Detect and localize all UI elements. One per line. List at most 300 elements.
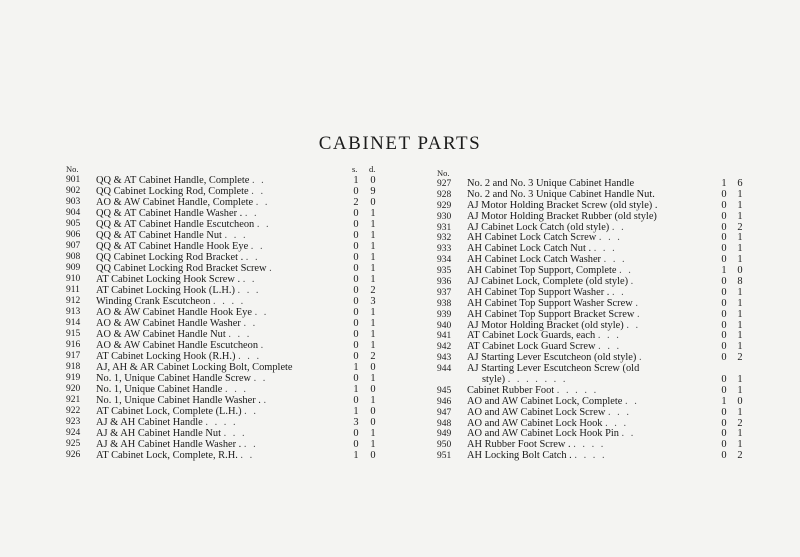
price-pence: 0 bbox=[370, 406, 376, 417]
part-number: 941 bbox=[437, 331, 452, 342]
part-row bbox=[66, 296, 376, 307]
part-description-text: AT Cabinet Locking Hook Screw . bbox=[96, 274, 241, 285]
part-number: 906 bbox=[66, 230, 81, 240]
price-shillings: 0 bbox=[721, 199, 727, 211]
price-shillings: 0 bbox=[721, 286, 727, 298]
part-number: 903 bbox=[66, 197, 81, 207]
part-row bbox=[66, 252, 376, 263]
part-number: 944 bbox=[437, 364, 452, 375]
price-shillings: 0 bbox=[353, 329, 359, 340]
part-description bbox=[96, 186, 265, 197]
leader-dots: . . bbox=[621, 428, 636, 440]
part-description-text: AO & AW Cabinet Handle Hook Eye bbox=[96, 307, 252, 318]
part-description-text: AJ Motor Holding Bracket (old style) bbox=[467, 319, 624, 331]
part-description-text: AH Cabinet Lock Catch Washer bbox=[467, 254, 602, 266]
price-shillings: 0 bbox=[721, 188, 727, 200]
part-description-text: No. 1, Unique Cabinet Handle Washer . bbox=[96, 395, 261, 406]
price-shillings: 0 bbox=[353, 439, 359, 450]
price-pence: 2 bbox=[737, 221, 743, 233]
part-number: 933 bbox=[437, 244, 452, 255]
price-pence: 1 bbox=[370, 395, 376, 406]
part-number: 924 bbox=[66, 428, 81, 438]
price-shillings: 0 bbox=[721, 417, 727, 429]
price-pence: 1 bbox=[370, 340, 376, 351]
leader-dots: . bbox=[269, 263, 274, 274]
part-description bbox=[96, 219, 271, 230]
part-number: 930 bbox=[437, 211, 452, 222]
leader-dots: . . . bbox=[224, 230, 248, 241]
price-shillings: 0 bbox=[353, 186, 359, 197]
price-pence: 1 bbox=[737, 286, 743, 298]
part-description-text: AH Locking Bolt Catch . bbox=[467, 450, 572, 462]
part-row bbox=[66, 307, 376, 318]
part-number: 919 bbox=[66, 373, 81, 383]
price-pence: 2 bbox=[737, 352, 743, 364]
part-description bbox=[96, 274, 257, 285]
part-row bbox=[66, 175, 376, 186]
part-number: 916 bbox=[66, 340, 81, 350]
leader-dots: . . bbox=[251, 186, 266, 197]
part-number: 938 bbox=[437, 298, 452, 309]
price-pence: 2 bbox=[737, 450, 743, 462]
part-description-text: AH Cabinet Top Support Washer Screw bbox=[467, 297, 633, 309]
part-number: 914 bbox=[66, 318, 81, 328]
price-shillings: 0 bbox=[721, 243, 727, 255]
part-description-text: AO & AW Cabinet Handle Washer bbox=[96, 318, 241, 329]
part-description-text: No. 1, Unique Cabinet Handle bbox=[96, 384, 223, 395]
part-number: 926 bbox=[66, 450, 81, 460]
price-shillings: 0 bbox=[721, 297, 727, 309]
price-shillings: 1 bbox=[353, 175, 359, 186]
price-pence: 1 bbox=[737, 210, 743, 222]
part-description bbox=[96, 285, 261, 296]
part-row bbox=[66, 186, 376, 197]
part-row bbox=[66, 263, 376, 274]
price-pence: 6 bbox=[737, 178, 743, 189]
price-pence: 0 bbox=[737, 265, 743, 277]
page-title: CABINET PARTS bbox=[318, 133, 482, 154]
price-pence: 1 bbox=[370, 307, 376, 318]
part-row bbox=[66, 208, 376, 219]
leader-dots: . . . bbox=[597, 330, 621, 342]
part-description bbox=[96, 340, 265, 351]
part-description bbox=[96, 428, 247, 439]
part-number: 920 bbox=[66, 384, 81, 394]
number-header: No. bbox=[437, 168, 450, 178]
price-pence: 0 bbox=[737, 395, 743, 407]
leader-dots: . bbox=[636, 308, 642, 320]
price-shillings: 0 bbox=[721, 210, 727, 222]
leader-dots: . . bbox=[625, 395, 639, 407]
price-shillings: 0 bbox=[353, 351, 359, 362]
part-row bbox=[66, 384, 376, 395]
part-description bbox=[96, 351, 261, 362]
part-description bbox=[96, 439, 258, 450]
part-number: 947 bbox=[437, 407, 452, 418]
leader-dots: . . . . bbox=[574, 450, 607, 462]
part-number: 901 bbox=[66, 175, 81, 185]
part-description-text: AT Cabinet Locking Hook (L.H.) bbox=[96, 285, 235, 296]
part-description-text: Cabinet Rubber Foot bbox=[467, 384, 555, 396]
price-shillings: 0 bbox=[353, 373, 359, 384]
part-description-text: AJ Motor Holding Bracket Screw (old style) . bbox=[467, 199, 658, 211]
part-row bbox=[66, 428, 376, 439]
part-row bbox=[66, 439, 376, 450]
right-rows bbox=[437, 179, 747, 462]
pence-header: d. bbox=[369, 164, 376, 174]
part-description-text: AO & AW Cabinet Handle, Complete bbox=[96, 197, 254, 208]
price-shillings: 1 bbox=[353, 450, 359, 461]
price-shillings: 0 bbox=[353, 230, 359, 241]
part-number: 949 bbox=[437, 429, 452, 440]
part-description bbox=[96, 175, 266, 186]
leader-dots: . . bbox=[626, 319, 641, 331]
price-pence: 1 bbox=[737, 232, 743, 244]
leader-dots: . . . . bbox=[213, 296, 246, 307]
part-number: 932 bbox=[437, 233, 452, 244]
part-description bbox=[96, 307, 268, 318]
left-rows bbox=[66, 175, 376, 461]
part-row bbox=[66, 230, 376, 241]
part-description-text: AJ & AH Cabinet Handle bbox=[96, 417, 203, 428]
part-description-text: QQ Cabinet Locking Rod Bracket Screw bbox=[96, 263, 267, 274]
part-number: 911 bbox=[66, 285, 80, 295]
part-number: 950 bbox=[437, 440, 452, 451]
part-description bbox=[96, 373, 267, 384]
part-number: 927 bbox=[437, 179, 452, 189]
part-description-text: QQ & AT Cabinet Handle Hook Eye bbox=[96, 241, 249, 252]
price-shillings: 0 bbox=[721, 439, 727, 451]
price-shillings: 0 bbox=[353, 340, 359, 351]
price-pence: 2 bbox=[737, 417, 743, 429]
leader-dots: . . . bbox=[225, 384, 249, 395]
price-pence: 1 bbox=[737, 439, 743, 451]
leader-dots: . . . . bbox=[573, 439, 606, 451]
part-number: 902 bbox=[66, 186, 81, 196]
leader-dots: . . . bbox=[223, 428, 247, 439]
price-shillings: 0 bbox=[353, 274, 359, 285]
part-number: 904 bbox=[66, 208, 81, 218]
price-shillings: 1 bbox=[353, 384, 359, 395]
price-pence: 0 bbox=[370, 197, 376, 208]
part-description bbox=[96, 362, 293, 373]
leader-dots: . . bbox=[253, 373, 268, 384]
part-number: 921 bbox=[66, 395, 81, 405]
price-pence: 1 bbox=[737, 254, 743, 266]
leader-dots: . . bbox=[251, 175, 266, 186]
part-description-text: AT Cabinet Lock Guard Screw bbox=[467, 341, 596, 353]
part-row bbox=[66, 450, 376, 461]
leader-dots: . . bbox=[256, 219, 271, 230]
leader-dots: . . bbox=[250, 241, 265, 252]
part-description bbox=[96, 296, 245, 307]
part-description bbox=[467, 451, 607, 462]
part-number: 931 bbox=[437, 222, 452, 233]
price-pence: 1 bbox=[370, 329, 376, 340]
part-number: 951 bbox=[437, 451, 452, 462]
part-description-text: AJ Motor Holding Bracket Rubber (old style) bbox=[467, 210, 657, 222]
price-pence: 1 bbox=[370, 274, 376, 285]
leader-dots: . . . . bbox=[205, 417, 238, 428]
price-pence: 1 bbox=[737, 297, 743, 309]
part-row bbox=[66, 274, 376, 285]
part-number: 915 bbox=[66, 329, 81, 339]
price-shillings: 1 bbox=[353, 362, 359, 373]
price-pence: 8 bbox=[737, 276, 743, 288]
price-shillings: 0 bbox=[353, 307, 359, 318]
part-description bbox=[96, 263, 274, 274]
part-description-text: AH Cabinet Lock Catch Nut . bbox=[467, 243, 592, 255]
price-shillings: 0 bbox=[353, 285, 359, 296]
price-shillings: 0 bbox=[721, 221, 727, 233]
part-description-text: AO & AW Cabinet Handle Nut bbox=[96, 329, 226, 340]
leader-dots: . . . bbox=[238, 351, 262, 362]
part-description-text: Winding Crank Escutcheon bbox=[96, 296, 211, 307]
price-shillings: 0 bbox=[721, 254, 727, 266]
leader-dots: . . bbox=[244, 208, 259, 219]
part-number: 935 bbox=[437, 266, 452, 277]
price-pence: 1 bbox=[370, 439, 376, 450]
leader-dots: . . bbox=[619, 265, 633, 277]
part-description-text: AH Rubber Foot Screw . bbox=[467, 439, 571, 451]
price-shillings: 0 bbox=[353, 263, 359, 274]
price-shillings: 1 bbox=[353, 406, 359, 417]
part-description-text: AJ Starting Lever Escutcheon (old style) bbox=[467, 352, 637, 364]
part-description bbox=[96, 208, 259, 219]
price-shillings: 0 bbox=[353, 395, 359, 406]
price-shillings: 1 bbox=[721, 395, 727, 407]
part-row bbox=[66, 351, 376, 362]
leader-dots: . . . bbox=[228, 329, 252, 340]
price-shillings: 0 bbox=[721, 406, 727, 418]
part-description-text: AO & AW Cabinet Handle Escutcheon bbox=[96, 340, 259, 351]
leader-dots: . . . bbox=[593, 243, 617, 255]
price-shillings: 0 bbox=[353, 252, 359, 263]
price-shillings: 0 bbox=[721, 308, 727, 320]
part-description bbox=[96, 417, 238, 428]
part-number: 907 bbox=[66, 241, 81, 251]
part-number: 918 bbox=[66, 362, 81, 372]
part-number: 946 bbox=[437, 396, 452, 407]
part-number: 940 bbox=[437, 320, 452, 331]
part-description-text: AT Cabinet Lock Guards, each bbox=[467, 330, 596, 342]
part-row bbox=[66, 417, 376, 428]
leader-dots: . . . bbox=[598, 232, 622, 244]
price-pence: 0 bbox=[370, 417, 376, 428]
part-number: 928 bbox=[437, 189, 452, 200]
price-shillings: 0 bbox=[721, 352, 727, 364]
leader-dots: . . . bbox=[237, 285, 261, 296]
price-shillings: 0 bbox=[721, 450, 727, 462]
price-shillings: 0 bbox=[721, 276, 727, 288]
part-row bbox=[66, 340, 376, 351]
part-description-text: No. 2 and No. 3 Unique Cabinet Handle Nut. bbox=[467, 188, 655, 200]
part-description-text: QQ Cabinet Locking Rod Bracket . bbox=[96, 252, 244, 263]
price-pence: 1 bbox=[737, 406, 743, 418]
part-number: 943 bbox=[437, 353, 452, 364]
price-pence: 1 bbox=[370, 208, 376, 219]
price-shillings: 0 bbox=[721, 384, 727, 396]
part-description-text: AJ & AH Cabinet Handle Washer . bbox=[96, 439, 242, 450]
part-description-text: style) bbox=[482, 374, 506, 386]
price-pence: 1 bbox=[737, 188, 743, 200]
part-description bbox=[96, 230, 248, 241]
price-shillings: 1 bbox=[721, 178, 727, 189]
leader-dots: . . . bbox=[607, 406, 631, 418]
leader-dots: . . bbox=[243, 439, 258, 450]
price-pence: 0 bbox=[370, 450, 376, 461]
price-shillings: 0 bbox=[353, 208, 359, 219]
part-number: 936 bbox=[437, 277, 452, 288]
part-number: 945 bbox=[437, 385, 452, 396]
part-number: 909 bbox=[66, 263, 81, 273]
part-description-text: AT Cabinet Locking Hook (R.H.) bbox=[96, 351, 236, 362]
part-description-text: AJ Cabinet Lock, Complete (old style) bbox=[467, 276, 629, 288]
part-row bbox=[66, 285, 376, 296]
part-number: 917 bbox=[66, 351, 81, 361]
part-number: 948 bbox=[437, 418, 452, 429]
price-shillings: 0 bbox=[353, 318, 359, 329]
part-row bbox=[66, 241, 376, 252]
part-description-text: AO and AW Cabinet Lock Hook bbox=[467, 417, 603, 429]
price-shillings: 0 bbox=[353, 241, 359, 252]
price-shillings: 0 bbox=[721, 330, 727, 342]
price-shillings: 0 bbox=[353, 219, 359, 230]
leader-dots: . . . . . bbox=[556, 384, 599, 396]
price-pence: 1 bbox=[737, 199, 743, 211]
part-description-text: AH Cabinet Lock Catch Screw bbox=[467, 232, 597, 244]
leader-dots: . . . . . . . bbox=[507, 374, 568, 386]
price-shillings: 0 bbox=[721, 319, 727, 331]
part-row bbox=[66, 406, 376, 417]
part-description bbox=[96, 384, 248, 395]
leader-dots: . . . bbox=[603, 254, 627, 266]
leader-dots: . . . bbox=[598, 341, 622, 353]
price-pence: 1 bbox=[737, 319, 743, 331]
price-pence: 2 bbox=[370, 351, 376, 362]
part-number: 942 bbox=[437, 342, 452, 353]
price-pence: 0 bbox=[370, 175, 376, 186]
part-number: 939 bbox=[437, 309, 452, 320]
part-row bbox=[66, 197, 376, 208]
price-pence: 0 bbox=[370, 362, 376, 373]
leader-dots: . bbox=[263, 395, 269, 406]
part-row bbox=[437, 451, 747, 462]
leader-dots: . . bbox=[242, 274, 257, 285]
part-description-text: AT Cabinet Lock, Complete (L.H.) bbox=[96, 406, 242, 417]
part-number: 912 bbox=[66, 296, 81, 306]
leader-dots: . . bbox=[240, 450, 255, 461]
leader-dots: . bbox=[260, 340, 266, 351]
price-pence: 1 bbox=[737, 428, 743, 440]
part-description bbox=[96, 329, 251, 340]
price-pence: 1 bbox=[370, 318, 376, 329]
part-number: 910 bbox=[66, 274, 81, 284]
part-number: 913 bbox=[66, 307, 81, 317]
part-description-text: No. 2 and No. 3 Unique Cabinet Handle bbox=[467, 178, 635, 189]
price-pence: 1 bbox=[737, 374, 743, 386]
price-pence: 1 bbox=[737, 243, 743, 255]
part-row bbox=[66, 318, 376, 329]
part-description-text: AO and AW Cabinet Lock, Complete bbox=[467, 395, 623, 407]
price-pence: 2 bbox=[370, 285, 376, 296]
leader-dots: . . bbox=[245, 252, 260, 263]
price-shillings: 0 bbox=[721, 374, 727, 386]
price-pence: 1 bbox=[370, 230, 376, 241]
part-description-text: AH Cabinet Top Support Bracket Screw bbox=[467, 308, 635, 320]
leader-dots: . . bbox=[244, 406, 258, 417]
part-description-text: QQ & AT Cabinet Handle Escutcheon bbox=[96, 219, 255, 230]
price-pence: 0 bbox=[370, 384, 376, 395]
leader-dots: . . . bbox=[605, 417, 629, 429]
parts-list-right bbox=[437, 168, 747, 462]
part-number: 908 bbox=[66, 252, 81, 262]
price-shillings: 0 bbox=[721, 232, 727, 244]
part-row bbox=[66, 373, 376, 384]
part-description bbox=[96, 406, 258, 417]
price-shillings: 0 bbox=[721, 428, 727, 440]
part-description bbox=[96, 395, 268, 406]
part-number: 929 bbox=[437, 200, 452, 211]
part-description-text: QQ Cabinet Locking Rod, Complete bbox=[96, 186, 249, 197]
part-description bbox=[96, 241, 265, 252]
leader-dots: . . bbox=[611, 221, 626, 233]
part-description-text: No. 1, Unique Cabinet Handle Screw bbox=[96, 373, 251, 384]
leader-dots: . . bbox=[611, 286, 626, 298]
number-header: No. bbox=[66, 164, 79, 174]
shillings-header: s. bbox=[352, 164, 358, 174]
part-description bbox=[96, 318, 257, 329]
parts-list-left bbox=[66, 164, 376, 461]
part-description bbox=[96, 252, 260, 263]
leader-dots: . . bbox=[254, 307, 269, 318]
leader-dots: . bbox=[630, 276, 636, 288]
part-description-text: AT Cabinet Lock, Complete, R.H. bbox=[96, 450, 238, 461]
part-description-text: AO and AW Cabinet Lock Hook Pin bbox=[467, 428, 619, 440]
part-description bbox=[96, 197, 270, 208]
leader-dots: . bbox=[635, 297, 640, 309]
part-description-text: AJ Cabinet Lock Catch (old style) bbox=[467, 221, 610, 233]
price-shillings: 3 bbox=[353, 417, 359, 428]
left-column-header bbox=[66, 164, 376, 175]
part-description-text: AJ & AH Cabinet Handle Nut bbox=[96, 428, 221, 439]
part-row bbox=[66, 219, 376, 230]
price-pence: 1 bbox=[737, 384, 743, 396]
part-row bbox=[66, 329, 376, 340]
part-description-text: QQ & AT Cabinet Handle, Complete bbox=[96, 175, 250, 186]
price-pence: 1 bbox=[370, 252, 376, 263]
part-description-text: QQ & AT Cabinet Handle Washer . bbox=[96, 208, 243, 219]
part-number: 934 bbox=[437, 255, 452, 266]
part-number: 905 bbox=[66, 219, 81, 229]
part-row bbox=[66, 362, 376, 373]
price-shillings: 0 bbox=[353, 428, 359, 439]
part-description bbox=[96, 450, 254, 461]
part-description-text: AJ Starting Lever Escutcheon Screw (old bbox=[467, 363, 640, 375]
price-shillings: 0 bbox=[353, 296, 359, 307]
price-shillings: 1 bbox=[721, 265, 727, 277]
leader-dots: . bbox=[639, 352, 644, 364]
part-row bbox=[66, 395, 376, 406]
price-pence: 1 bbox=[370, 219, 376, 230]
price-shillings: 0 bbox=[721, 341, 727, 353]
price-pence: 1 bbox=[737, 308, 743, 320]
leader-dots: . . bbox=[243, 318, 258, 329]
price-shillings: 2 bbox=[353, 197, 359, 208]
price-pence: 9 bbox=[370, 186, 376, 197]
part-number: 922 bbox=[66, 406, 81, 416]
price-pence: 3 bbox=[370, 296, 376, 307]
